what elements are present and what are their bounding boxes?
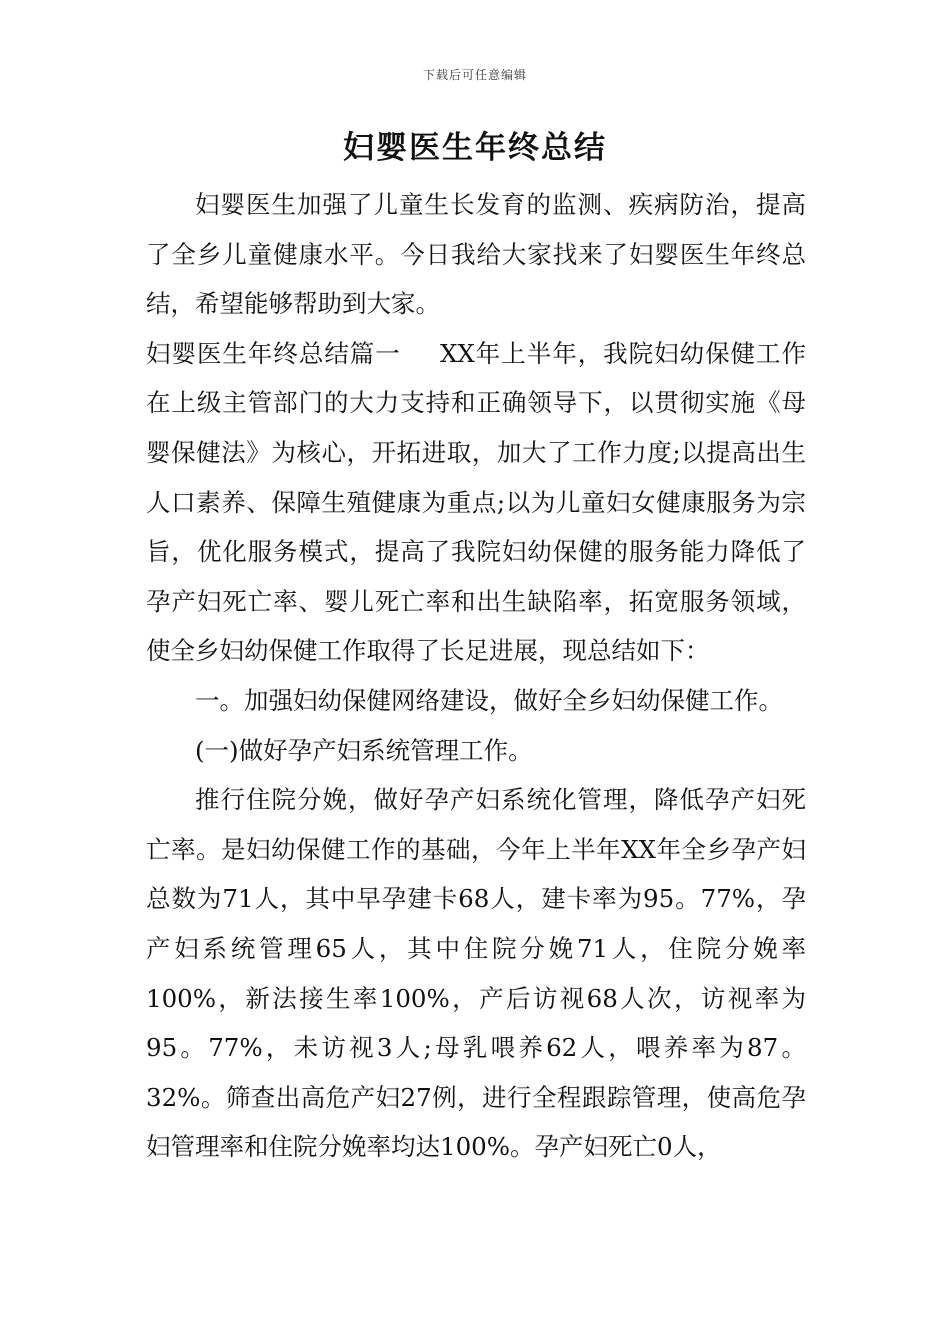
- document-body: [146, 180, 806, 1172]
- page-header-note: 下载后可任意编辑: [422, 68, 527, 82]
- heading-1: 一。加强妇幼保健网络建设，做好全乡妇幼保健工作。: [195, 685, 783, 715]
- document-title: 妇婴医生年终总结: [343, 130, 607, 166]
- heading-1-1: (一)做好孕产妇系统管理工作。: [195, 735, 533, 765]
- section-body: XX年上半年，我院妇幼保健工作在上级主管部门的大力支持和正确领导下，以贯彻实施《母婴保健法》为核心，开拓进取，加大了工作力度;以提高出生人口素养、保障生殖健康为重点;以为儿童妇女健康服务为宗旨，优化服务模式，提高了我院妇幼保健的服务能力降低了孕产妇死亡率、婴儿死亡率和出生缺陷率，拓宽服务领域，使全乡妇幼保健工作取得了长足进展，现总结如下：: [146, 338, 806, 666]
- intro-paragraph: 妇婴医生加强了儿童生长发育的监测、疾病防治，提高了全乡儿童健康水平。今日我给大家找来了妇婴医生年终总结，希望能够帮助到大家。: [146, 190, 806, 319]
- detail-paragraph: 推行住院分娩，做好孕产妇系统化管理，降低孕产妇死亡率。是妇幼保健工作的基础，今年上半年XX年全乡孕产妇总数为71人，其中早孕建卡68人，建卡率为95。77%，孕产妇系统管理65人，其中住院分娩71人，住院分娩率100%，新法接生率100%，产后访视68人次，访视率为95。77%，未访视3人;母乳喂养62人，喂养率为87。32%。筛查出高危产妇27例，进行全程跟踪管理，使高危孕妇管理率和住院分娩率均达100%。孕产妇死亡0人，: [146, 785, 806, 1162]
- section-paragraph: [146, 329, 806, 676]
- section-label: 妇婴医生年终总结篇一: [146, 338, 401, 368]
